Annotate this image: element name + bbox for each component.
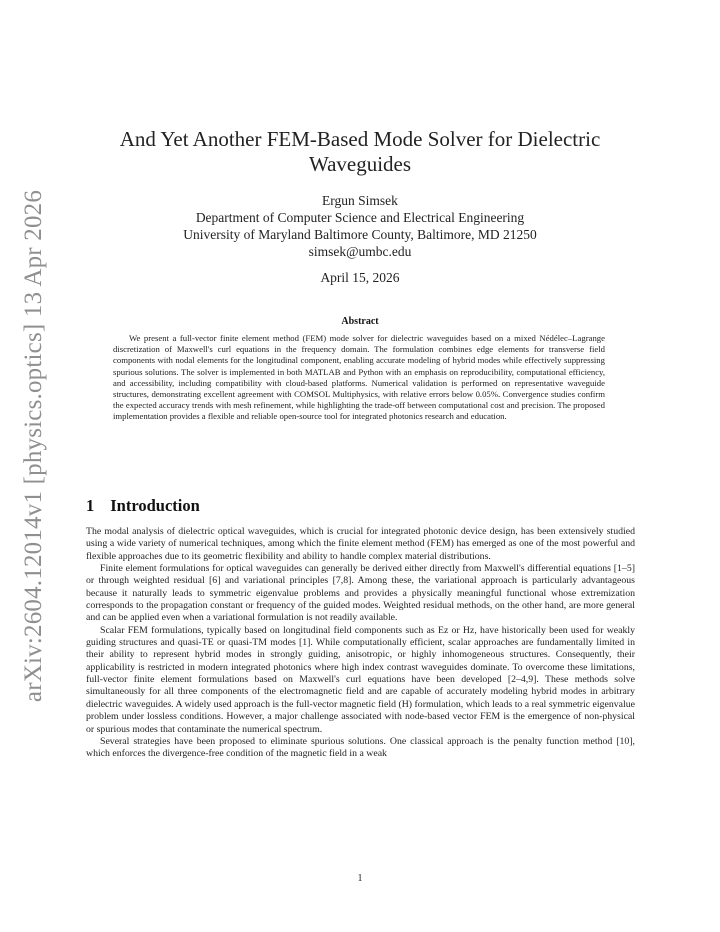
section-title: Introduction bbox=[110, 496, 200, 515]
author-institution: University of Maryland Baltimore County, Baltimore, MD 21250 bbox=[183, 227, 537, 242]
body-paragraph: Scalar FEM formulations, typically based on longitudinal field components such as Ez or Hz, have historically been used for weakly guiding structures and quasi-TE or quasi-TM modes [1]. While computationally efficient, scalar approaches are fundamentally limited in their ability to represent hybrid modes in strongly guiding, anisotropic, or highly inhomogeneous structures. Consequently, their applicability is restricted in modern integrated photonics where high index contrast waveguides dominate. To overcome these limitations, full-vector finite element formulations based on Maxwell's curl equations have been developed [2–4,9]. These methods solve simultaneously for all three components of the electromagnetic field and are capable of accurately modeling hybrid modes in arbitrary dielectric waveguides. A widely used approach is the full-vector magnetic field (H) formulation, which leads to a real symmetric eigenvalue problem under lossless conditions. However, a major challenge associated with node-based vector FEM is the emergence of non-physical or spurious modes that contaminate the numerical spectrum. bbox=[86, 624, 635, 735]
paper-date: April 15, 2026 bbox=[320, 270, 400, 285]
author-block bbox=[100, 192, 620, 260]
abstract-heading: Abstract bbox=[341, 316, 379, 327]
section-heading bbox=[86, 496, 200, 516]
author-email: simsek@umbc.edu bbox=[308, 244, 412, 259]
abstract-text: We present a full-vector finite element method (FEM) mode solver for dielectric waveguides based on a mixed Nédélec–Lagrange discretization of Maxwell's curl equations in the frequency domain. The formulation combines edge elements for transverse field components with nodal elements for the longitudinal component, enabling accurate modeling of hybrid modes while effectively suppressing spurious solutions. The solver is implemented in both MATLAB and Python with an emphasis on reproducibility, computational efficiency, and accessibility, including compatibility with cloud-based platforms. Numerical validation is performed on representative waveguide structures, demonstrating excellent agreement with COMSOL Multiphysics, with relative errors below 0.05%. Convergence studies confirm the expected accuracy trends with mesh refinement, while highlighting the trade-off between computational cost and precision. The proposed implementation provides a flexible and reliable open-source tool for integrated photonics research and education. bbox=[113, 333, 605, 422]
body-paragraph: Several strategies have been proposed to eliminate spurious solutions. One classical approach is the penalty function method [10], which enforces the divergence-free condition of the magnetic field in a weak bbox=[86, 735, 635, 760]
page-number: 1 bbox=[357, 873, 363, 884]
paper-title: And Yet Another FEM-Based Mode Solver for Dielectric Waveguides bbox=[119, 127, 601, 176]
section-number: 1 bbox=[86, 496, 95, 515]
author-name: Ergun Simsek bbox=[322, 193, 398, 208]
author-department: Department of Computer Science and Electrical Engineering bbox=[195, 210, 525, 225]
arxiv-identifier-text: arXiv:2604.12014v1 [physics.optics] 13 Apr 2026 bbox=[20, 189, 48, 703]
body-paragraph: Finite element formulations for optical waveguides can generally be derived either directly from Maxwell's differential equations [1–5] or through weighted residual [6] and variational principles [7,8]. Among these, the variational approach is particularly advantageous because it naturally leads to symmetric eigenvalue problems and provides a physically meaningful functional whose extremization corresponds to the propagation constant or frequency of the guided modes. Weighted residual methods, on the other hand, are more general and can be applied even when a variational formulation is not readily available. bbox=[86, 563, 635, 624]
body-paragraph: The modal analysis of dielectric optical waveguides, which is crucial for integrated photonic device design, has been extensively studied using a wide variety of numerical techniques, among which the finite element method (FEM) has emerged as one of the most powerful and flexible approaches due to its geometric flexibility and ability to handle complex material distributions. bbox=[86, 526, 635, 562]
arxiv-identifier-stamp bbox=[14, 189, 54, 703]
section-body bbox=[86, 526, 635, 761]
